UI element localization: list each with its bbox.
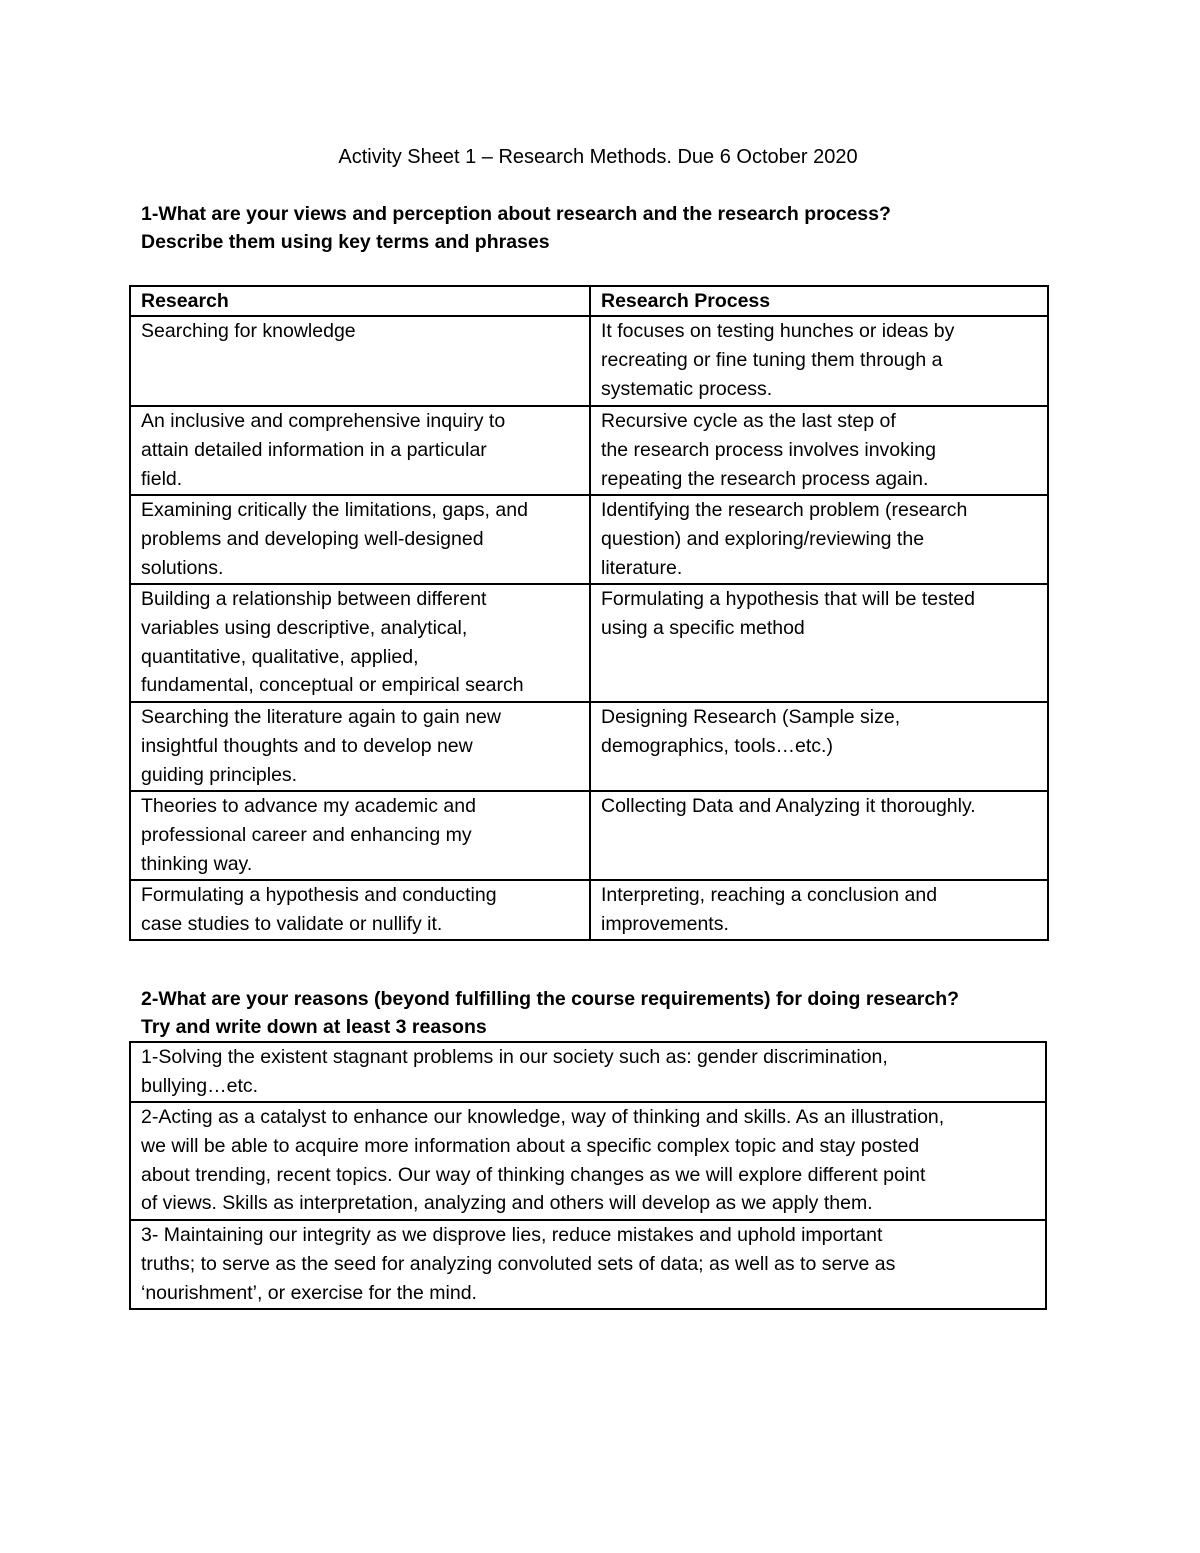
cell-line: It focuses on testing hunches or ideas by [601,320,955,342]
research-table [129,285,1049,941]
research-process-cell [590,495,1048,584]
cell-line: Building a relationship between different [141,588,487,610]
research-table-row [130,791,1048,880]
cell-line: professional career and enhancing my [141,823,472,846]
cell-line: case studies to validate or nullify it. [141,912,443,935]
reason-line: 2-Acting as a catalyst to enhance our knowledge, way of thinking and skills. As an illustration, [141,1106,945,1128]
cell-line: quantitative, qualitative, applied, [141,645,419,668]
research-process-cell [590,702,1048,791]
research-table-row [130,406,1048,495]
cell-line: Theories to advance my academic and [141,795,476,817]
cell-line: attain detailed information in a particular [141,438,487,461]
question-1-line-1: 1-What are your views and perception about research and the research process? [141,203,891,225]
research-table-row [130,702,1048,791]
cell-line: repeating the research process again. [601,467,929,490]
research-table-row [130,584,1048,702]
cell-line: thinking way. [141,852,253,875]
research-cell [130,702,590,791]
research-table-header-row [130,286,1048,316]
cell-line: systematic process. [601,377,773,400]
research-cell [130,316,590,406]
question-2 [141,985,1081,1041]
research-process-cell [590,880,1048,940]
reason-line: 1-Solving the existent stagnant problems in our society such as: gender discrimination, [141,1046,888,1068]
research-process-cell [590,791,1048,880]
research-process-cell [590,584,1048,702]
research-process-cell [590,406,1048,495]
question-1 [141,200,1081,256]
cell-line: the research process involves invoking [601,438,936,461]
cell-line: demographics, tools…etc.) [601,734,833,757]
cell-line: Searching the literature again to gain new [141,706,501,728]
cell-line: improvements. [601,912,729,935]
reasons-table [129,1041,1047,1310]
question-2-line-2: Try and write down at least 3 reasons [141,1016,487,1038]
research-cell [130,406,590,495]
question-2-line-1: 2-What are your reasons (beyond fulfilling the course requirements) for doing research? [141,988,960,1010]
cell-line: literature. [601,556,683,579]
cell-line: guiding principles. [141,763,298,786]
cell-line: question) and exploring/reviewing the [601,527,925,550]
cell-line: problems and developing well-designed [141,527,484,550]
reason-line: of views. Skills as interpretation, analyzing and others will develop as we apply them. [141,1192,873,1215]
research-cell [130,791,590,880]
header-research: Research [130,286,590,316]
research-table-body [130,316,1048,940]
cell-line: using a specific method [601,616,805,639]
research-table-row [130,880,1048,940]
reason-line: ‘nourishment’, or exercise for the mind. [141,1281,477,1304]
cell-line: Formulating a hypothesis that will be tested [601,588,975,610]
cell-line: variables using descriptive, analytical, [141,616,468,639]
research-cell [130,880,590,940]
question-1-line-2: Describe them using key terms and phrases [141,231,550,253]
reason-cell [130,1102,1046,1220]
research-cell [130,584,590,702]
research-process-cell [590,316,1048,406]
cell-line: Recursive cycle as the last step of [601,410,896,432]
reason-cell [130,1220,1046,1309]
cell-line: recreating or fine tuning them through a [601,348,943,371]
cell-line: solutions. [141,556,224,579]
reasons-table-body [130,1042,1046,1309]
cell-line: fundamental, conceptual or empirical search [141,674,524,697]
research-table-row [130,495,1048,584]
cell-line: Searching for knowledge [141,320,356,342]
research-table-row [130,316,1048,406]
research-cell [130,495,590,584]
reason-row [130,1102,1046,1220]
cell-line: Examining critically the limitations, gaps, and [141,499,528,521]
cell-line: Collecting Data and Analyzing it thoroughly. [601,795,976,817]
reason-line: we will be able to acquire more information about a specific complex topic and stay posted [141,1134,920,1157]
reason-row [130,1042,1046,1102]
cell-line: insightful thoughts and to develop new [141,734,473,757]
header-research-process: Research Process [590,286,1048,316]
cell-line: Formulating a hypothesis and conducting [141,884,497,906]
cell-line: Identifying the research problem (research [601,499,968,521]
page-title: Activity Sheet 1 – Research Methods. Due 6 October 2020 [338,146,858,168]
reason-row [130,1220,1046,1309]
cell-line: Interpreting, reaching a conclusion and [601,884,938,906]
reason-line: truths; to serve as the seed for analyzing convoluted sets of data; as well as to serve as [141,1252,896,1275]
reason-line: 3- Maintaining our integrity as we disprove lies, reduce mistakes and uphold important [141,1224,883,1246]
reason-line: about trending, recent topics. Our way of thinking changes as we will explore different point [141,1163,926,1186]
cell-line: field. [141,467,183,490]
reason-cell [130,1042,1046,1102]
cell-line: An inclusive and comprehensive inquiry to [141,410,506,432]
reason-line: bullying…etc. [141,1074,259,1097]
cell-line: Designing Research (Sample size, [601,706,901,728]
